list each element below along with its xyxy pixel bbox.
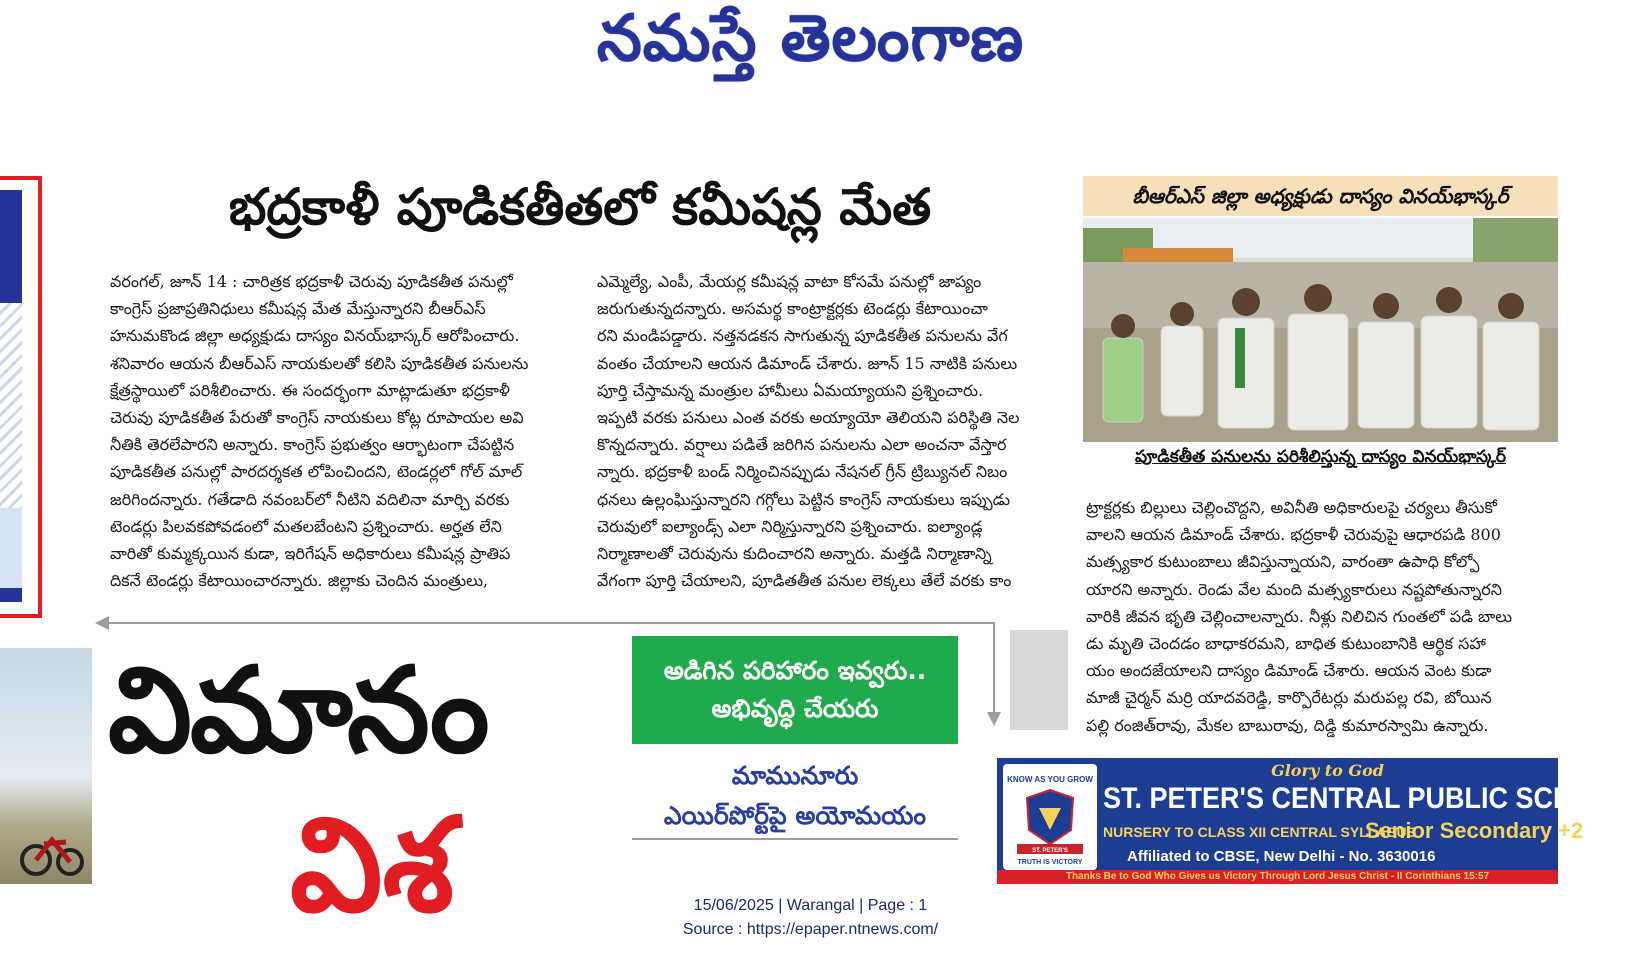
crest-top-text: KNOW AS YOU GROW [1007, 775, 1093, 784]
photo-title: బీఆర్ఎస్ జిల్లా అధ్యక్షుడు దాస్యం వినయ్‌భాస్కర్ [1083, 176, 1558, 216]
article-line: ధనలు ఉల్లంఘిస్తున్నారని గగ్గోలు పెట్టిన కాంగ్రెస్ నాయకులు ఇప్పుడు [597, 489, 1011, 509]
story-subheadline [622, 756, 968, 836]
green-kicker-line: అడిగిన పరిహారం ఇవ్వరు.. [663, 656, 927, 685]
article-line: మత్స్యకార కుటుంబాలు జీవిస్తున్నాయని, వారంతా ఉపాధి కోల్పో [1086, 552, 1480, 572]
news-photo-illustration [1083, 218, 1558, 442]
article-line: ఇప్పటి వరకు పనులు ఎంత వరకు అయ్యాయో తెలియని పరిస్థితి నెల [597, 408, 1020, 428]
continuation-arrow-line [98, 622, 994, 624]
ad-senior-secondary: Senior Secondary +2 [1365, 818, 1584, 843]
article-line: కాంగ్రెస్ ప్రజాప్రతినిధులు కమీషన్ల మేత మేస్తున్నారని బీఆర్ఎస్ [110, 299, 486, 319]
grey-placeholder-box [1010, 630, 1068, 730]
ad-school-name: ST. PETER'S CENTRAL PUBLIC SCHOOL [1103, 782, 1631, 815]
article-headline: భద్రకాళీ పూడికతీతలో కమీషన్ల మేత [228, 178, 932, 236]
newspaper-masthead: నమస్తే తెలంగాణ [596, 2, 1025, 76]
ad-syllabus: NURSERY TO CLASS XII CENTRAL SYLLABUS [1103, 824, 1416, 840]
article-line: నిర్మాణాలతో చెరువును కుదించారని అన్నారు. మత్తడి నిర్మాణాన్ని [597, 544, 992, 564]
article-line: జరిగిందన్నారు. గతేడాది నవంబర్‌లో నీటిని వదిలినా మార్చి వరకు [110, 489, 510, 509]
article-line: పూడికతీత పనుల్లో పారదర్శకత లోపించిందని, టెండర్లలో గోల్ మాల్ [110, 462, 523, 482]
article-line: వారితో కుమ్మక్కయిన కుడా, ఇరిగేషన్ అధికారులు కమీషన్ల ప్రాతిప [110, 544, 511, 564]
crest-icon [1003, 764, 1097, 870]
article-line: దికనే టెండర్లు కేటాయించారన్నారు. జిల్లాకు చెందిన మంత్రులు, [110, 571, 489, 591]
article-line: ఎమ్మెల్యే, ఎంపీ, మేయర్ల కమీషన్ల వాటా కోసమే పనుల్లో జాప్యం [597, 272, 982, 291]
story-red-headline: విశ [290, 789, 454, 941]
story-green-kicker [632, 636, 958, 744]
article-line: పల్లి రంజిత్‌రావు, మేకల బాబురావు, దిడ్డి కుమారస్వామి ఉన్నారు. [1086, 715, 1489, 735]
crest-name-text: ST. PETER'S [1032, 848, 1068, 854]
school-advertisement [997, 758, 1631, 884]
left-column-navy-strip [0, 588, 22, 602]
motorcycle-illustration [0, 648, 92, 884]
article-line: వాలని ఆయన డిమాండ్ చేశారు. భద్రకాళీ చెరువుపై ఆధారపడి 800 [1086, 525, 1501, 545]
story-big-headline: విమానం [108, 641, 488, 779]
article-line: నీతికి తెరలేపారని అన్నారు. కాంగ్రెస్ ప్రభుత్వం ఆర్భాటంగా చేపట్టిన [110, 435, 515, 455]
article-column-2 [597, 268, 1064, 594]
photo-caption: పూడికతీత పనులను పరిశీలిస్తున్న దాస్యం వినయ్‌భాస్కర్ [1135, 447, 1506, 467]
article-line: న్నారు. భద్రకాళీ బండ్ నిర్మించినప్పుడు నేషనల్ గ్రీన్ ట్రిబ్యునల్ నిబం [597, 462, 1008, 482]
article-line: యారని అన్నారు. రెండు వేల మంది మత్స్యకారులు నష్టపోతున్నారని [1086, 579, 1502, 599]
article-line: చెరువులో ఐల్యాండ్స్ ఎలా నిర్మిస్తున్నారని ప్రశ్నించారు. ఐల్యాండ్ల [597, 516, 983, 536]
article-column-1 [110, 268, 575, 594]
story-red-headline-clip [290, 789, 610, 941]
article-line: వేగంగా పూర్తి చేయాలని, పూడితతీత పనుల లెక్కలు తేలే వరకు కాం [597, 571, 1012, 591]
news-photo [1083, 218, 1558, 442]
article-line: వంతం చేయాలని ఆయన డిమాండ్ చేశారు. జూన్ 15 నాటికి పనులు [597, 353, 1018, 373]
article-line: చెరువు పూడికతీత పేరుతో కాంగ్రెస్ నాయకులు కోట్ల రూపాయల అవి [110, 408, 524, 428]
article-line: హనుమకొండ జిల్లా అధ్యక్షుడు దాస్యం వినయ్‌భాస్కర్ ఆరోపించారు. [110, 326, 520, 346]
article-line: టెండర్లు పిలవకపోవడంలో మతలబేంటని ప్రశ్నించారు. అర్హత లేని [110, 516, 502, 536]
left-column-navy-block [0, 190, 22, 303]
subheadline-rule [632, 838, 958, 840]
ad-tagline: Glory to God [1271, 761, 1384, 780]
article-line: జరుగుతున్నదన్నారు. అసమర్థ కాంట్రాక్టర్లకు టెండర్లు కేటాయించా [597, 299, 988, 319]
article-line: డు మృతి చెందడం బాధాకరమని, బాధిత కుటుంబానికి ఆర్థిక సహా [1086, 634, 1486, 654]
article-column-3 [1086, 494, 1556, 739]
article-line: రని మండిపడ్డారు. నత్తనడకన సాగుతున్న పూడికతీత పనులను వేగ [597, 326, 1008, 346]
article-line: మాజీ చైర్మన్ మర్రి యాదవరెడ్డి, కార్పొరేటర్లు మరుపల్ల రవి, బోయిన [1086, 688, 1492, 708]
page-footer [0, 894, 1621, 942]
subheadline-line: ఎయిర్‌పోర్ట్‌పై అయోమయం [663, 801, 927, 830]
article-line: కొన్నదన్నారు. వర్షాలు పడితే జరిగిన పనులను ఎలా అంచనా వేస్తార [597, 435, 1007, 455]
article-line: శనివారం ఆయన బీఆర్ఎస్ నాయకులతో కలిసి పూడికతీత పనులను [110, 353, 529, 373]
school-crest-logo [1003, 764, 1097, 870]
airport-photo [0, 648, 92, 884]
arrow-down-icon [987, 712, 1001, 726]
article-line: క్షేత్రస్థాయిలో పరిశీలించారు. ఈ సందర్భంగా మాట్లాడుతూ భద్రకాళీ [110, 380, 510, 400]
footer-date-edition: 15/06/2025 | Warangal | Page : 1 [693, 897, 928, 914]
left-column-light-block [0, 508, 22, 588]
article-line: ట్రాక్టర్లకు బిల్లులు చెల్లించొద్దని, అవినీతి అధికారులపై చర్యలు తీసుకో [1086, 498, 1497, 517]
article-line: పూర్తి చేస్తామన్న మంత్రుల హామీలు ఏమయ్యాయని ప్రశ్నించారు. [597, 380, 984, 400]
footer-source: Source : https://epaper.ntnews.com/ [682, 921, 939, 938]
arrow-left-icon [95, 616, 109, 630]
left-column-striped-block [0, 303, 22, 508]
ad-footer-verse: Thanks Be to God Who Gives us Victory Through Lord Jesus Christ - II Corinthians 15:57 [997, 870, 1558, 884]
article-line: వారికి జీవన భృతి చెల్లించాలన్నారు. నీళ్లు నిలిచిన గుంతలో పడి బాలు [1086, 606, 1513, 626]
subheadline-line: మామునూరు [731, 761, 859, 790]
article-line: వరంగల్, జూన్ 14 : చారిత్రక భద్రకాళీ చెరువు పూడికతీత పనుల్లో [110, 272, 513, 291]
continuation-arrow-drop [993, 622, 995, 718]
ad-affiliation: Affiliated to CBSE, New Delhi - No. 3630016 [1127, 848, 1436, 865]
article-line: యం అందజేయాలని దాస్యం డిమాండ్ చేశారు. ఆయన వెంట కుడా [1086, 661, 1492, 681]
crest-motto-text: TRUTH IS VICTORY [1017, 859, 1083, 866]
green-kicker-line: అభివృద్ధి చేయరు [711, 694, 879, 723]
